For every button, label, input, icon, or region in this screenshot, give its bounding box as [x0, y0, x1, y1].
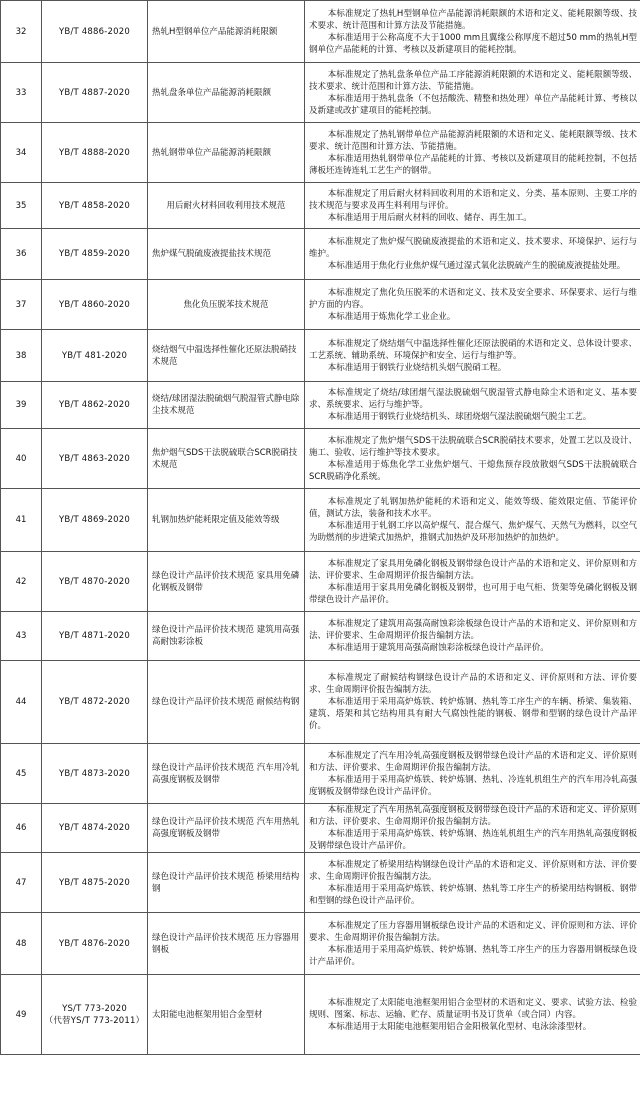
description-paragraph: 本标准规定了焦化负压脱苯的术语和定义、技术及安全要求、环保要求、运行与维护方面的内容。	[309, 287, 637, 310]
standard-description	[305, 612, 640, 661]
standard-name: 热轧盘条单位产品能源消耗限额	[148, 63, 305, 123]
standard-code-text: YB/T 4859-2020	[59, 249, 130, 259]
standard-description	[305, 123, 640, 183]
standard-code	[42, 552, 148, 612]
description-paragraph: 本标准规定了热轧盘条单位产品工序能源消耗限额的术语和定义、能耗限额等级、技术要求、统计范围和计算方法、节能措施。	[309, 69, 637, 92]
row-number: 44	[1, 661, 42, 744]
standard-code	[42, 1, 148, 63]
row-number: 42	[1, 552, 42, 612]
standard-name: 绿色设计产品评价技术规范 压力容器用钢板	[148, 913, 305, 975]
standard-name: 绿色设计产品评价技术规范 汽车用冷轧高强度钢板及钢带	[148, 744, 305, 804]
standard-code	[42, 183, 148, 229]
description-paragraph: 本标准规定了桥梁用结构钢绿色设计产品的术语和定义、评价原则和方法、评价要求、生命周期评价报告编制方法。	[309, 859, 637, 882]
description-paragraph: 本标准规定了焦炉煤气脱硫废液提盐的术语和定义、技术要求、环境保护、运行与维护。	[309, 237, 637, 259]
description-paragraph: 本标准规定了太阳能电池框架用铝合金型材的术语和定义、要求、试验方法、检验规则、图案、标志、运输、贮存、质量证明书及订货单（或合同）内容。	[309, 997, 637, 1020]
description-paragraph: 本标准规定了烧结烟气中温选择性催化还原法脱硝的术语和定义、总体设计要求、工艺系统、辅助系统、环境保护和安全、运行与维护等。	[309, 338, 637, 361]
standard-description	[305, 913, 640, 975]
row-number: 36	[1, 229, 42, 280]
description-paragraph: 本标准规定了烧结/球团烟气湿法脱硫烟气脱湿管式静电除尘术语和定义、基本要求、系统要求、运行与维护等。	[309, 388, 637, 410]
standard-code-text: YB/T 4873-2020	[59, 768, 130, 779]
standard-code-text: YS/T 773-2020	[62, 1003, 127, 1014]
row-number: 47	[1, 853, 42, 913]
standard-description	[305, 489, 640, 552]
description-paragraph: 本标准适用于建筑用高强高耐蚀彩涂板绿色设计产品评价。	[327, 643, 549, 653]
standard-description	[305, 330, 640, 382]
table-row	[1, 123, 640, 183]
row-number: 49	[1, 975, 42, 1055]
standard-name: 用后耐火材料回收利用技术规范	[148, 183, 305, 229]
standard-code-text: YB/T 4860-2020	[59, 299, 130, 310]
row-number: 40	[1, 429, 42, 489]
standard-code-text: YB/T 4872-2020	[59, 697, 130, 707]
table-row	[1, 612, 640, 661]
standard-code	[42, 63, 148, 123]
description-paragraph: 本标准适用于采用高炉炼铁、转炉炼钢、热轧、冷连轧机组生产的汽车用冷轧高强度钢板及钢带绿色设计产品评价。	[309, 774, 637, 797]
description-paragraph: 本标准规定了热轧钢带单位产品能源消耗限额的术语和定义、能耗限额等级、技术要求、统计范围和计算方法、节能措施。	[309, 129, 637, 152]
standard-code	[42, 489, 148, 552]
description-paragraph: 本标准规定了建筑用高强高耐蚀彩涂板绿色设计产品的术语和定义、评价原则和方法、评价要求、生命周期评价报告编制方法。	[309, 619, 637, 641]
standard-code-text: YB/T 4887-2020	[59, 87, 130, 98]
row-number: 37	[1, 280, 42, 330]
description-paragraph: 本标准适用于家具用免磷化钢板及钢带，也可用于电气柜、货架等免磷化钢板及钢带绿色设计产品评价。	[309, 582, 637, 605]
table-row	[1, 975, 640, 1055]
table-row	[1, 330, 640, 382]
standard-description	[305, 744, 640, 804]
table-row	[1, 744, 640, 804]
row-number: 35	[1, 183, 42, 229]
standard-code	[42, 229, 148, 280]
table-row	[1, 552, 640, 612]
standard-name: 绿色设计产品评价技术规范 耐候结构钢	[148, 661, 305, 744]
table-row	[1, 913, 640, 975]
row-number: 38	[1, 330, 42, 382]
standard-code	[42, 123, 148, 183]
standard-description	[305, 804, 640, 853]
standard-name: 焦化负压脱苯技术规范	[148, 280, 305, 330]
description-paragraph: 本标准适用于采用高炉炼铁、转炉炼钢、热连轧机组生产的汽车用热轧高强度钢板及钢带绿色设计产品评价。	[309, 829, 637, 851]
table-row	[1, 229, 640, 280]
standard-name: 绿色设计产品评价技术规范 家具用免磷化钢板及钢带	[148, 552, 305, 612]
standard-code-text: YB/T 4886-2020	[59, 26, 130, 37]
row-number: 48	[1, 913, 42, 975]
standard-description	[305, 1, 640, 63]
standard-code	[42, 744, 148, 804]
table-row	[1, 853, 640, 913]
description-paragraph: 本标准规定了汽车用热轧高强度钢板及钢带绿色设计产品的术语和定义、评价原则和方法、评价要求、生命周期评价报告编制方法。	[309, 805, 637, 827]
description-paragraph: 本标准适用于采用高炉炼铁、转炉炼钢、热轧等工序生产的车辆、桥梁、集装箱、建筑、塔架和其它结构用具有耐大气腐蚀性能的钢板、钢带和型钢的绿色设计产品评价。	[309, 697, 637, 731]
standard-code-text: YB/T 4869-2020	[59, 515, 130, 525]
standard-name: 绿色设计产品评价技术规范 汽车用热轧高强度钢板及钢带	[148, 804, 305, 853]
description-paragraph: 本标准适用于用后耐火材料的回收、储存、再生加工。	[327, 212, 532, 223]
table-row	[1, 382, 640, 429]
standard-name: 焦炉烟气SDS干法脱硫联合SCR脱硝技术规范	[148, 429, 305, 489]
table-row	[1, 1, 640, 63]
description-paragraph: 本标准规定了家具用免磷化钢板及钢带绿色设计产品的术语和定义、评价原则和方法、评价要求、生命周期评价报告编制方法。	[309, 558, 637, 581]
description-paragraph: 本标准适用于钢铁行业烧结机头烟气脱硝工程。	[327, 362, 507, 373]
standard-name: 太阳能电池框架用铝合金型材	[148, 975, 305, 1055]
description-paragraph: 本标准适用于炼焦化学工业企业。	[327, 311, 456, 322]
standard-name: 热轧H型钢单位产品能源消耗限额	[148, 1, 305, 63]
standard-description	[305, 382, 640, 429]
standard-code	[42, 804, 148, 853]
standard-code-text: YB/T 4870-2020	[59, 576, 130, 587]
standard-description	[305, 975, 640, 1055]
standard-code-text: YB/T 4858-2020	[59, 200, 130, 211]
standard-code-text: YB/T 4871-2020	[59, 631, 130, 641]
description-paragraph: 本标准适用于公称高度不大于1000 mm且翼缘公称厚度不超过50 mm的热轧H型钢单位产品能耗的计算、考核以及新建项目的能耗控制。	[309, 32, 637, 55]
standard-name: 焦炉煤气脱硫废液提盐技术规范	[148, 229, 305, 280]
description-paragraph: 本标准适用于钢铁行业烧结机头、球团烧烟气湿法脱硫烟气脱尘工艺。	[327, 412, 592, 422]
standard-code-text: YB/T 4863-2020	[59, 453, 130, 464]
standard-name: 绿色设计产品评价技术规范 桥梁用结构钢	[148, 853, 305, 913]
description-paragraph: 本标准适用于轧钢工序以高炉煤气、混合煤气、焦炉煤气、天然气为燃料，以空气为助燃剂的步进梁式加热炉，推钢式加热炉及环形加热炉的加热炉。	[309, 521, 637, 543]
description-paragraph: 本标准适用于太阳能电池框架用铝合金阳极氧化型材、电泳涂漆型材。	[327, 1021, 592, 1032]
description-paragraph: 本标准规定了耐候结构钢绿色设计产品的术语和定义、评价原则和方法、评价要求、生命周期评价报告编制方法。	[309, 673, 637, 695]
row-number: 34	[1, 123, 42, 183]
standard-code-text: YB/T 4862-2020	[59, 400, 130, 410]
standard-description	[305, 661, 640, 744]
row-number: 41	[1, 489, 42, 552]
standard-description	[305, 280, 640, 330]
description-paragraph: 本标准规定了轧钢加热炉能耗的术语和定义、能效等级、能效限定值、节能评价值，测试方法，装备和技术水平。	[309, 497, 637, 519]
table-row	[1, 804, 640, 853]
description-paragraph: 本标准适用于热轧盘条（不包括酸洗、精整和热处理）单位产品能耗计算、考核以及新建或改扩建项目的能耗控制。	[309, 93, 637, 116]
description-paragraph: 本标准适用于焦化行业焦炉煤气通过湿式氧化法脱硫产生的脱硫废液提盐处理。	[327, 261, 626, 271]
standard-code-text: YB/T 4875-2020	[59, 877, 130, 888]
standard-description	[305, 853, 640, 913]
standard-code	[42, 280, 148, 330]
table-row	[1, 489, 640, 552]
row-number: 43	[1, 612, 42, 661]
description-paragraph: 本标准规定了焦炉烟气SDS干法脱硫联合SCR脱硝技术要求，处置工艺以及设计、施工、验收、运行维护等技术要求。	[309, 435, 637, 458]
standard-code-text: YB/T 4876-2020	[59, 938, 130, 949]
standard-name: 轧钢加热炉能耗限定值及能效等级	[148, 489, 305, 552]
standard-name: 烧结烟气中温选择性催化还原法脱硝技术规范	[148, 330, 305, 382]
row-number: 45	[1, 744, 42, 804]
description-paragraph: 本标准适用于炼焦化学工业焦炉烟气、干熄焦预存段放散烟气SDS干法脱硫联合SCR脱硝净化系统。	[309, 459, 637, 482]
standard-name: 热轧钢带单位产品能源消耗限额	[148, 123, 305, 183]
standard-description	[305, 183, 640, 229]
standard-description	[305, 63, 640, 123]
standard-code	[42, 382, 148, 429]
row-number: 32	[1, 1, 42, 63]
standard-code	[42, 330, 148, 382]
description-paragraph: 本标准规定了汽车用冷轧高强度钢板及钢带绿色设计产品的术语和定义、评价原则和方法、评价要求、生命周期评价报告编制方法。	[309, 750, 637, 773]
replaces-code-text: （代替YS/T 773-2011）	[44, 1015, 145, 1026]
standard-code	[42, 612, 148, 661]
table-row	[1, 63, 640, 123]
standard-code-text: YB/T 481-2020	[61, 350, 128, 361]
standard-name: 烧结/球团湿法脱硫烟气脱湿管式静电除尘技术规范	[148, 382, 305, 429]
row-number: 33	[1, 63, 42, 123]
row-number: 39	[1, 382, 42, 429]
table-row	[1, 280, 640, 330]
standard-description	[305, 552, 640, 612]
description-paragraph: 本标准规定了热轧H型钢单位产品能源消耗限额的术语和定义、能耗限额等级、技术要求、统计范围和计算方法及节能措施。	[309, 8, 637, 31]
standard-code-text: YB/T 4888-2020	[59, 147, 130, 158]
standard-code	[42, 853, 148, 913]
row-number: 46	[1, 804, 42, 853]
table-row	[1, 429, 640, 489]
standard-code	[42, 661, 148, 744]
table-row	[1, 661, 640, 744]
standard-code	[42, 913, 148, 975]
description-paragraph: 本标准适用热轧钢带单位产品能耗的计算、考核以及新建项目的能耗控制，不包括薄板坯连铸连轧工艺生产的钢带。	[309, 153, 637, 176]
standard-code	[42, 975, 148, 1055]
standard-name: 绿色设计产品评价技术规范 建筑用高强高耐蚀彩涂板	[148, 612, 305, 661]
description-paragraph: 本标准适用于采用高炉炼铁、转炉炼钢、热轧等工序生产的压力容器用钢板绿色设计产品评价。	[309, 944, 637, 967]
standard-description	[305, 429, 640, 489]
description-paragraph: 本标准规定了用后耐火材料回收利用的术语和定义、分类、基本原则、主要工序的技术规范与要求及再生料利用与评价。	[309, 188, 637, 211]
standard-code	[42, 429, 148, 489]
table-row	[1, 183, 640, 229]
description-paragraph: 本标准适用于采用高炉炼铁、转炉炼钢、热轧等工序生产的桥梁用结构钢板、钢带和型钢的绿色设计产品评价。	[309, 883, 637, 906]
description-paragraph: 本标准规定了压力容器用钢板绿色设计产品的术语和定义、评价原则和方法、评价要求、生命周期评价报告编制方法。	[309, 920, 637, 943]
standard-code-text: YB/T 4874-2020	[59, 823, 130, 833]
standard-description	[305, 229, 640, 280]
